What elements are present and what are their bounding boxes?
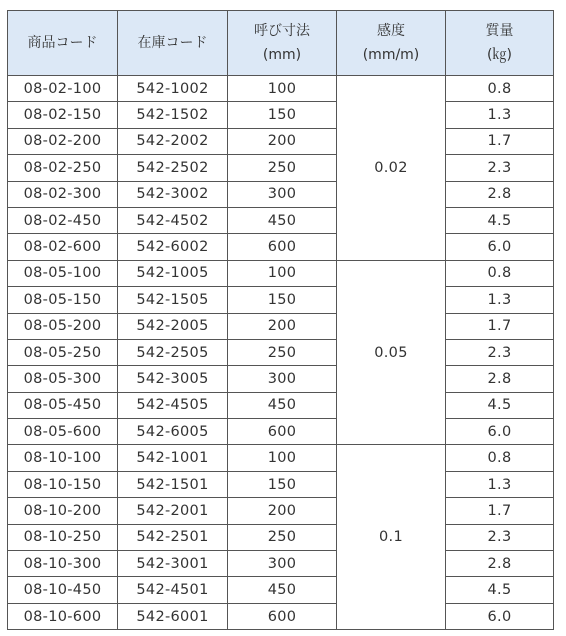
mass-cell: 0.8: [446, 260, 554, 286]
product-code-cell: 08-02-300: [8, 181, 118, 207]
size-cell: 600: [228, 419, 337, 445]
stock-code-cell: 542-1502: [118, 102, 228, 128]
sensitivity-cell: 0.05: [337, 260, 446, 445]
table-row: [8, 392, 554, 418]
stock-code-cell: 542-2502: [118, 155, 228, 181]
header-product-code-label: 商品コード: [27, 35, 98, 51]
header-mass-label: 質量: [485, 23, 514, 39]
product-code-cell: 08-10-100: [8, 445, 118, 471]
product-code-cell: 08-05-600: [8, 419, 118, 445]
table-header: [8, 11, 554, 76]
size-cell: 250: [228, 524, 337, 550]
size-cell: 100: [228, 76, 337, 102]
product-code-cell: 08-02-100: [8, 76, 118, 102]
header-row: [8, 11, 554, 76]
product-code-cell: 08-05-250: [8, 339, 118, 365]
mass-cell: 2.3: [446, 155, 554, 181]
header-nominal-size: [228, 11, 337, 76]
mass-cell: 6.0: [446, 234, 554, 260]
stock-code-cell: 542-1001: [118, 445, 228, 471]
product-code-cell: 08-05-100: [8, 260, 118, 286]
table-row: [8, 498, 554, 524]
stock-code-cell: 542-1501: [118, 471, 228, 497]
table-row: [8, 234, 554, 260]
table-row: [8, 313, 554, 339]
product-code-cell: 08-10-200: [8, 498, 118, 524]
size-cell: 600: [228, 234, 337, 260]
stock-code-cell: 542-4501: [118, 577, 228, 603]
size-cell: 300: [228, 551, 337, 577]
size-cell: 450: [228, 392, 337, 418]
size-cell: 300: [228, 366, 337, 392]
table-row: [8, 102, 554, 128]
product-code-cell: 08-02-150: [8, 102, 118, 128]
stock-code-cell: 542-3001: [118, 551, 228, 577]
size-cell: 100: [228, 445, 337, 471]
mass-cell: 1.3: [446, 471, 554, 497]
mass-cell: 1.7: [446, 313, 554, 339]
header-mass: [446, 11, 554, 76]
size-cell: 100: [228, 260, 337, 286]
product-code-cell: 08-10-600: [8, 603, 118, 629]
table-row: [8, 577, 554, 603]
header-sensitivity-label: 感度: [377, 23, 405, 39]
header-nominal-size-unit: (mm): [262, 47, 302, 63]
table-row: [8, 366, 554, 392]
stock-code-cell: 542-6001: [118, 603, 228, 629]
table-row: [8, 603, 554, 629]
size-cell: 150: [228, 287, 337, 313]
product-code-cell: 08-05-300: [8, 366, 118, 392]
product-code-cell: 08-02-450: [8, 207, 118, 233]
size-cell: 200: [228, 313, 337, 339]
product-code-cell: 08-10-250: [8, 524, 118, 550]
size-cell: 250: [228, 155, 337, 181]
mass-cell: 1.7: [446, 498, 554, 524]
mass-cell: 2.8: [446, 551, 554, 577]
table-row: [8, 76, 554, 102]
size-cell: 450: [228, 207, 337, 233]
stock-code-cell: 542-4505: [118, 392, 228, 418]
size-cell: 300: [228, 181, 337, 207]
size-cell: 600: [228, 603, 337, 629]
table-row: [8, 471, 554, 497]
stock-code-cell: 542-2501: [118, 524, 228, 550]
table-row: [8, 260, 554, 286]
table-row: [8, 524, 554, 550]
header-product-code: [8, 11, 118, 76]
size-cell: 200: [228, 128, 337, 154]
table-row: [8, 181, 554, 207]
table-row: [8, 445, 554, 471]
spec-table: [7, 10, 554, 630]
header-stock-code-label: 在庫コード: [137, 35, 208, 51]
stock-code-cell: 542-2001: [118, 498, 228, 524]
header-mass-unit: (㎏): [487, 47, 512, 63]
table-row: [8, 207, 554, 233]
table-row: [8, 128, 554, 154]
mass-cell: 4.5: [446, 392, 554, 418]
product-code-cell: 08-05-150: [8, 287, 118, 313]
mass-cell: 2.3: [446, 524, 554, 550]
table-row: [8, 155, 554, 181]
stock-code-cell: 542-2005: [118, 313, 228, 339]
size-cell: 250: [228, 339, 337, 365]
mass-cell: 6.0: [446, 419, 554, 445]
size-cell: 450: [228, 577, 337, 603]
size-cell: 200: [228, 498, 337, 524]
header-sensitivity: [337, 11, 446, 76]
product-code-cell: 08-05-200: [8, 313, 118, 339]
table-row: [8, 339, 554, 365]
mass-cell: 2.8: [446, 366, 554, 392]
stock-code-cell: 542-1005: [118, 260, 228, 286]
stock-code-cell: 542-2505: [118, 339, 228, 365]
sensitivity-cell: 0.02: [337, 76, 446, 261]
mass-cell: 2.8: [446, 181, 554, 207]
stock-code-cell: 542-6002: [118, 234, 228, 260]
product-code-cell: 08-02-250: [8, 155, 118, 181]
mass-cell: 6.0: [446, 603, 554, 629]
mass-cell: 4.5: [446, 207, 554, 233]
mass-cell: 0.8: [446, 445, 554, 471]
table-row: [8, 551, 554, 577]
product-code-cell: 08-10-450: [8, 577, 118, 603]
product-code-cell: 08-05-450: [8, 392, 118, 418]
product-code-cell: 08-02-200: [8, 128, 118, 154]
mass-cell: 1.3: [446, 102, 554, 128]
size-cell: 150: [228, 471, 337, 497]
header-nominal-size-label: 呼び寸法: [254, 23, 310, 39]
mass-cell: 4.5: [446, 577, 554, 603]
stock-code-cell: 542-4502: [118, 207, 228, 233]
size-cell: 150: [228, 102, 337, 128]
stock-code-cell: 542-1002: [118, 76, 228, 102]
product-code-cell: 08-10-150: [8, 471, 118, 497]
stock-code-cell: 542-3005: [118, 366, 228, 392]
mass-cell: 1.3: [446, 287, 554, 313]
stock-code-cell: 542-3002: [118, 181, 228, 207]
table-row: [8, 419, 554, 445]
table-row: [8, 287, 554, 313]
header-stock-code: [118, 11, 228, 76]
mass-cell: 0.8: [446, 76, 554, 102]
table-body: [8, 76, 554, 630]
product-code-cell: 08-02-600: [8, 234, 118, 260]
product-code-cell: 08-10-300: [8, 551, 118, 577]
stock-code-cell: 542-1505: [118, 287, 228, 313]
header-sensitivity-unit: (mm/m): [362, 47, 420, 63]
stock-code-cell: 542-6005: [118, 419, 228, 445]
stock-code-cell: 542-2002: [118, 128, 228, 154]
mass-cell: 1.7: [446, 128, 554, 154]
sensitivity-cell: 0.1: [337, 445, 446, 630]
mass-cell: 2.3: [446, 339, 554, 365]
